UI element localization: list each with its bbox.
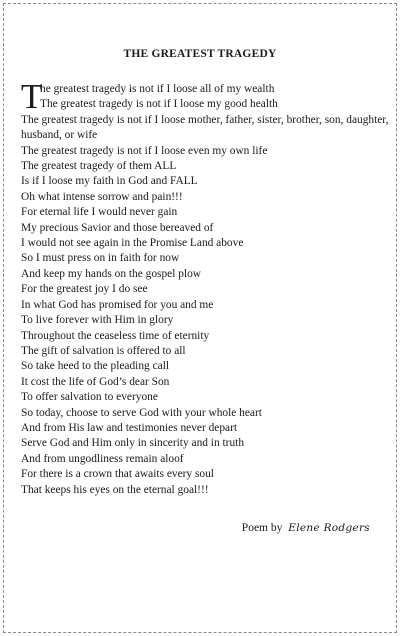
poem-line: The greatest tragedy is not if I loose mother, father, sister, brother, son, daughter, husband, or wife	[21, 113, 389, 142]
poem-line: For eternal life I would never gain	[21, 206, 178, 219]
poem-line: Serve God and Him only in sincerity and in truth	[21, 437, 245, 450]
poem-line: I would not see again in the Promise Land above	[21, 237, 244, 250]
poem-title: THE GREATEST TRAGEDY	[123, 48, 277, 60]
poem-line: My precious Savior and those bereaved of	[21, 221, 214, 234]
poem-line: And keep my hands on the gospel plow	[21, 267, 202, 280]
poem-line: For there is a crown that awaits every soul	[21, 468, 214, 481]
poem-line-first-text: he greatest tragedy is not if I loose all of my wealth	[40, 83, 275, 95]
poem-line: To offer salvation to everyone	[21, 391, 158, 404]
poem-line: So take heed to the pleading call	[21, 360, 170, 373]
poem-card	[3, 3, 397, 633]
author-signature: Elene Rodgers	[288, 522, 370, 534]
poem-body	[21, 77, 393, 498]
poem-line: For the greatest joy I do see	[21, 283, 148, 296]
poem-line: In what God has promised for you and me	[21, 298, 214, 311]
poem-line: Oh what intense sorrow and pain!!!	[21, 190, 183, 203]
poem-line: To live forever with Him in glory	[21, 314, 174, 327]
credit-prefix: Poem by	[241, 522, 283, 534]
poem-line: So I must press on in faith for now	[21, 252, 180, 265]
poem-line: The gift of salvation is offered to all	[21, 344, 186, 357]
poem-line: Throughout the ceaseless time of eternity	[21, 329, 210, 342]
poem-line: It cost the life of God’s dear Son	[21, 375, 170, 388]
poem-line-second: The greatest tragedy is not if I loose my good health	[40, 98, 278, 111]
drop-cap: T	[21, 77, 43, 116]
poem-line: The greatest tragedy is not if I loose even my own life	[21, 144, 268, 157]
poem-line: And from His law and testimonies never depart	[21, 421, 238, 434]
poem-line: The greatest tragedy of them ALL	[21, 160, 177, 173]
poem-credit	[242, 522, 370, 534]
poem-line: That keeps his eyes on the eternal goal!!!	[21, 483, 209, 496]
poem-line: So today, choose to serve God with your whole heart	[21, 406, 262, 419]
poem-line: And from ungodliness remain aloof	[21, 452, 184, 465]
poem-line: Is if I loose my faith in God and FALL	[21, 175, 198, 188]
